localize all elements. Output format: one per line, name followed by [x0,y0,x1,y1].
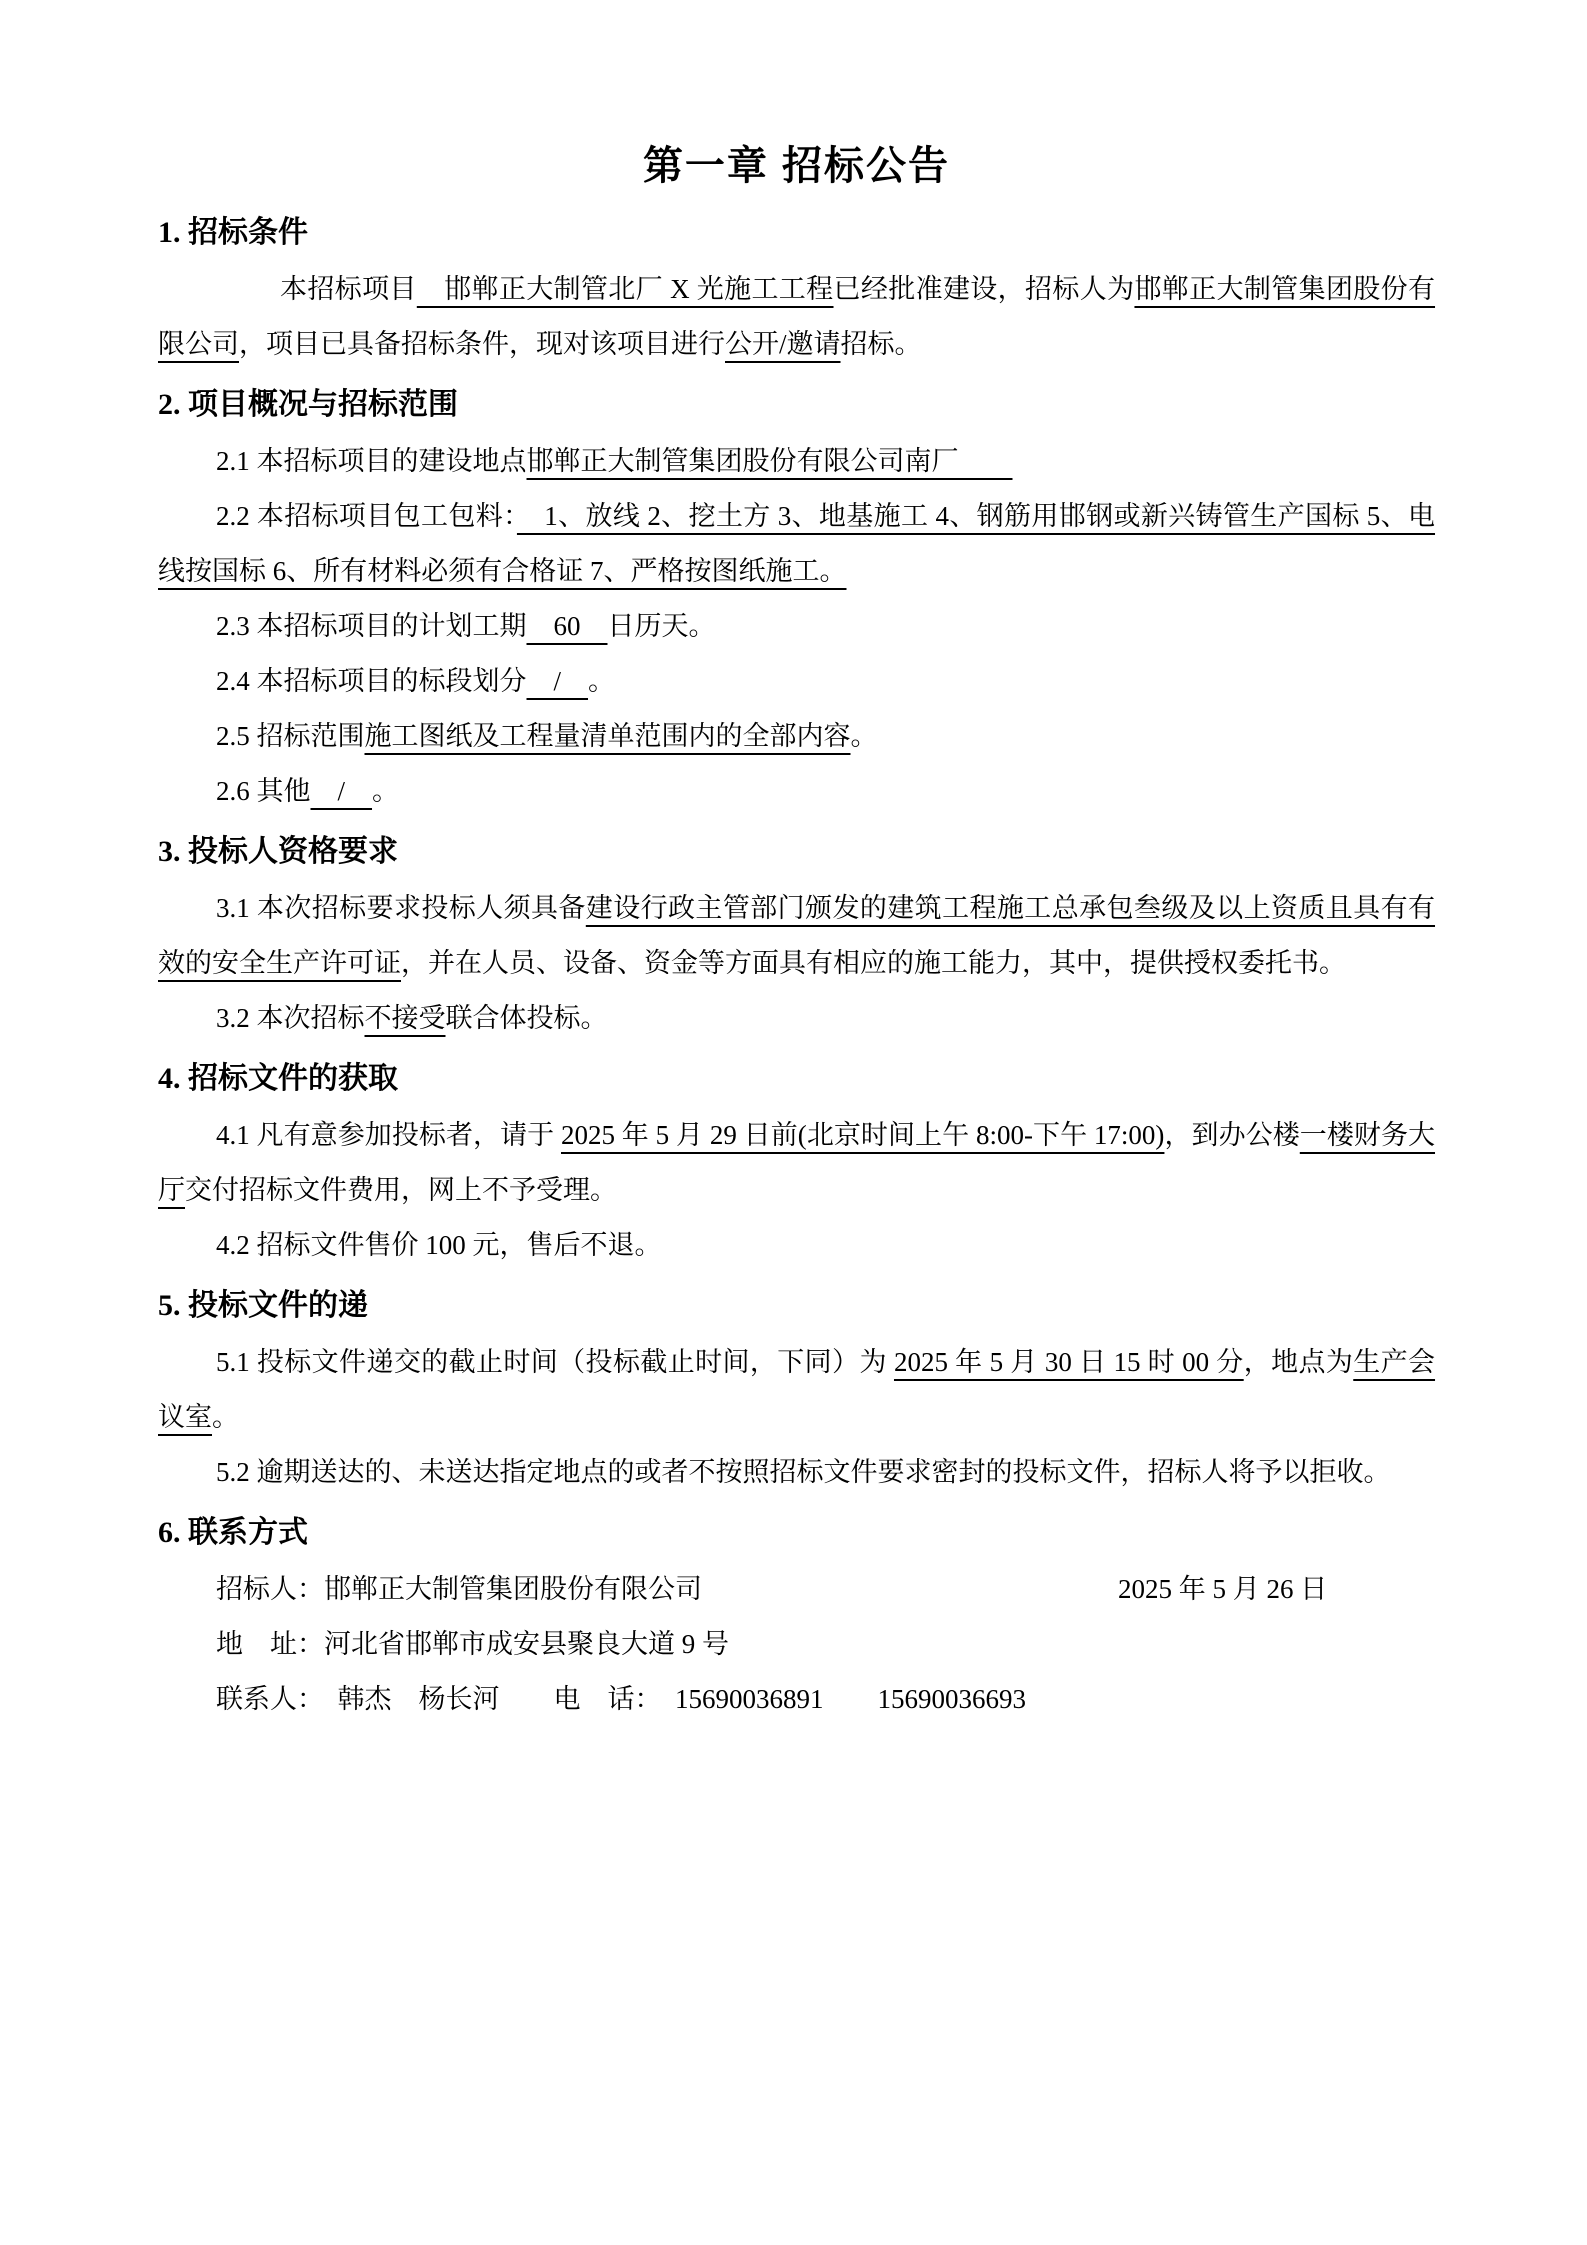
para-4-1-text: 交付招标文件费用，网上不予受理。 [185,1175,617,1205]
announcement-date: 2025 年 5 月 26 日 [1118,1574,1328,1604]
contact-address-row [158,1617,1435,1672]
para-3-1-text: ，并在人员、设备、资金等方面具有相应的施工能力，其中，提供授权委托书。 [401,948,1346,978]
phone-number-1: 15690036891 [675,1684,824,1714]
page-title: 第一章 招标公告 [642,144,951,188]
para-5-1-text: ，地点为 [1243,1347,1354,1377]
para-2-5-text: 2.5 招标范围 [216,721,365,751]
para-3-1 [158,881,1435,991]
gap [824,1684,878,1714]
para-4-2 [158,1218,1435,1273]
para-2-3-text: 日历天。 [607,611,716,641]
blank-scope-of-work: 1、放线 2、挖土方 3、地基施工 4、钢筋用邯钢或新兴铸管生产国标 5、电线按国标 6、所有材料必须有合格证 7、严格按图纸施工。 [158,501,1436,586]
para-1-1-text: 招标。 [840,329,922,359]
para-2-2-text: 2.2 本招标项目包工包料： [216,501,517,531]
para-3-2-text: 3.2 本次招标 [216,1003,365,1033]
blank-obtain-deadline: 2025 年 5 月 29 日前(北京时间上午 8:00-下午 17:00) [561,1120,1165,1150]
blank-consortium: 不接受 [364,1003,446,1033]
para-5-2-text: 5.2 逾期送达的、未送达指定地点的或者不按照招标文件要求密封的投标文件，招标人将予以拒收。 [216,1457,1391,1487]
blank-duration-days: 60 [526,611,608,641]
para-2-6-text: 。 [372,776,400,806]
blank-bid-sections: / [526,666,589,696]
para-5-1-text: 5.1 投标文件递交的截止时间（投标截止时间，下同）为 [216,1347,894,1377]
section-2-heading: 2. 项目概况与招标范围 [158,388,458,421]
para-5-1 [158,1335,1435,1445]
blank-submit-deadline: 2025 年 5 月 30 日 15 时 00 分 [893,1347,1244,1377]
para-2-2 [158,489,1435,599]
para-2-4-text: 。 [588,666,616,696]
blank-tenderer-name: 邯郸正大制管集团股份有限公司 [158,274,1436,359]
para-3-1-text: 3.1 本次招标要求投标人须具备 [216,893,586,923]
contacts-value: 韩杰 杨长河 [310,1684,500,1714]
para-1-1-text: 本招标项目 [280,274,417,304]
para-4-2-text: 4.2 招标文件售价 100 元，售后不退。 [216,1230,662,1260]
para-2-3-text: 2.3 本招标项目的计划工期 [216,611,527,641]
para-2-4-text: 2.4 本招标项目的标段划分 [216,666,527,696]
section-1-heading: 1. 招标条件 [158,216,308,249]
gap [500,1684,554,1714]
para-2-4 [158,654,1435,709]
blank-tender-type: 公开/邀请 [725,329,841,359]
para-3-2-text: 联合体投标。 [445,1003,608,1033]
blank-tender-scope: 施工图纸及工程量清单范围内的全部内容 [364,721,851,751]
para-1-1 [158,262,1435,372]
section-5-heading: 5. 投标文件的递 [158,1289,368,1322]
para-2-5-text: 。 [850,721,878,751]
para-5-2 [158,1445,1435,1500]
para-5-1-text: 。 [212,1402,239,1432]
para-4-1-text: 4.1 凡有意参加投标者，请于 [216,1120,561,1150]
section-4-heading: 4. 招标文件的获取 [158,1062,398,1095]
para-2-3 [158,599,1435,654]
contact-tenderer-row [158,1562,1435,1617]
gap [648,1684,675,1714]
address-value: 河北省邯郸市成安县聚良大道 9 号 [324,1629,729,1659]
para-2-6-text: 2.6 其他 [216,776,311,806]
phone-label: 电 话： [553,1684,648,1714]
para-3-2 [158,991,1435,1046]
section-3-heading: 3. 投标人资格要求 [158,835,398,868]
phone-number-2: 15690036693 [877,1684,1026,1714]
contacts-label: 联系人： [216,1684,311,1714]
blank-qualification: 建设行政主管部门颁发的建筑工程施工总承包叁级及以上资质且具有有效的安全生产许可证 [158,893,1436,978]
para-1-1-text: 已经批准建设，招标人为 [833,274,1135,304]
blank-build-location: 邯郸正大制管集团股份有限公司南厂 [526,446,1013,476]
para-2-6 [158,764,1435,819]
para-2-1 [158,434,1435,489]
section-6-heading: 6. 联系方式 [158,1516,308,1549]
para-1-1-text: ，项目已具备招标条件，现对该项目进行 [239,329,725,359]
para-2-5 [158,709,1435,764]
para-2-1-text: 2.1 本招标项目的建设地点 [216,446,527,476]
tenderer-value: 邯郸正大制管集团股份有限公司 [324,1574,702,1604]
blank-submit-place: 生产会议室 [158,1347,1436,1432]
tenderer-label: 招标人： [216,1574,324,1604]
blank-project-name: 邯郸正大制管北厂 X 光施工工程 [416,274,834,304]
contact-person-row [158,1672,1435,1727]
para-4-1-text: ，到办公楼 [1164,1120,1300,1150]
para-4-1 [158,1108,1435,1218]
blank-other: / [310,776,373,806]
address-label: 地 址： [216,1629,324,1659]
blank-obtain-place: 一楼财务大厅 [158,1120,1436,1205]
